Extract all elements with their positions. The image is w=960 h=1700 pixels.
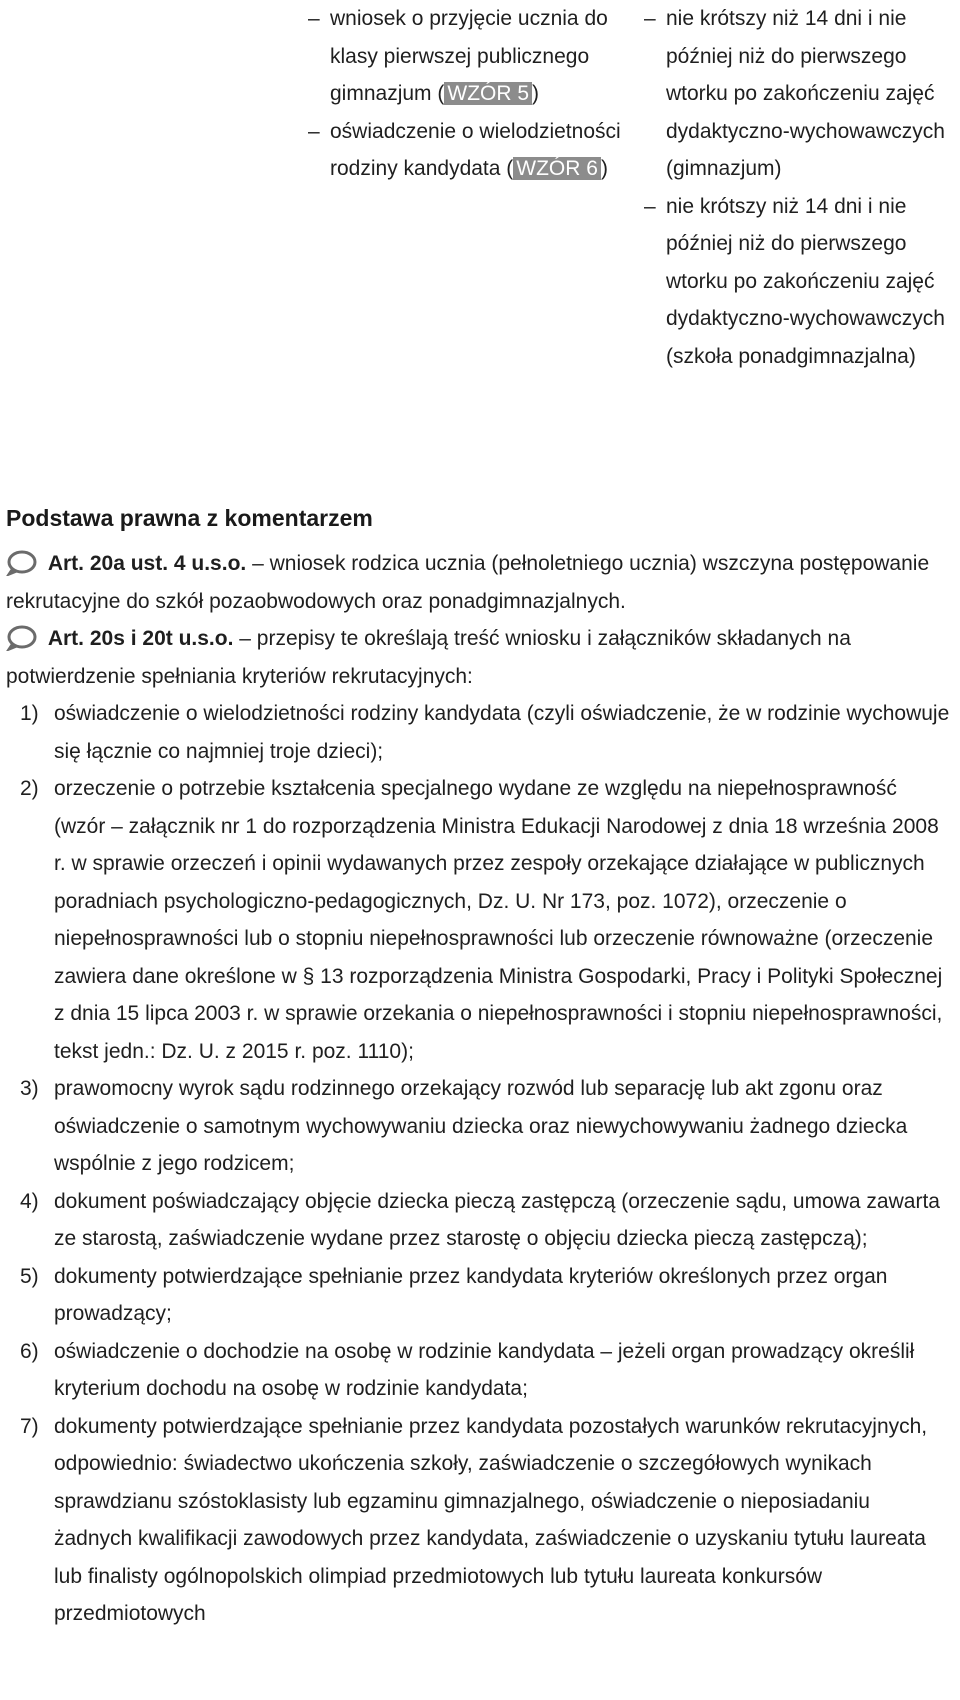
paragraph-text: – przepisy te określają treść wniosku i załączników składanych na potwierdzenie spełniania kryteriów rekrutacyjnych: xyxy=(6,627,851,688)
attachments-list xyxy=(6,695,954,1633)
legal-reference: Art. 20a ust. 4 u.s.o. xyxy=(47,552,247,575)
list-item xyxy=(6,695,954,770)
paragraph xyxy=(6,545,954,620)
list-item-text: oświadczenie o wielodzietności rodziny kandydata (czyli oświadczenie, że w rodzinie wychowuje się łącznie co najmniej troje dzieci); xyxy=(54,702,950,763)
magnifier-comment-icon xyxy=(6,625,42,651)
legal-reference: Art. 20s i 20t u.s.o. xyxy=(47,627,234,650)
dash: – xyxy=(308,7,320,30)
list-number: 4) xyxy=(20,1189,39,1213)
list-item xyxy=(6,1183,954,1258)
list-number: 5) xyxy=(20,1264,39,1288)
paragraph-text: – wniosek rodzica ucznia (pełnoletniego ucznia) wszczyna postępowanie rekrutacyjne do szkół pozaobwodowych oraz ponadgimnazjalnych. xyxy=(6,552,930,613)
table-cell-document xyxy=(308,0,630,113)
list-item xyxy=(6,1408,954,1633)
cell-text: nie krótszy niż 14 dni i nie później niż do pierwszego wtorku po zakończeniu zajęć dydaktyczno-wychowawczych (szkoła ponadgimnazjalna) xyxy=(666,194,945,368)
list-item xyxy=(6,1333,954,1408)
list-number: 7) xyxy=(20,1414,39,1438)
legal-basis-body xyxy=(6,545,954,1633)
list-item-text: dokumenty potwierdzające spełnianie przez kandydata kryteriów określonych przez organ prowadzący; xyxy=(54,1264,888,1325)
dash: – xyxy=(308,119,320,143)
list-number: 6) xyxy=(20,1339,39,1363)
paragraph xyxy=(6,620,954,695)
list-item xyxy=(6,1070,954,1183)
cell-text: wniosek o przyjęcie ucznia do klasy pierwszej publicznego gimnazjum ( xyxy=(330,7,608,105)
table-cell-deadline xyxy=(644,188,956,376)
list-item-text: prawomocny wyrok sądu rodzinnego orzekający rozwód lub separację lub akt zgonu oraz oświadczenie o samotnym wychowywaniu dziecka oraz niewychowywaniu żadnego dziecka wspólnie z jego rodzicem; xyxy=(54,1077,908,1175)
wzor-6-link[interactable]: WZÓR 6 xyxy=(513,157,601,180)
cell-text-end: ) xyxy=(600,157,608,180)
list-item xyxy=(6,1258,954,1333)
magnifier-comment-icon xyxy=(6,550,42,576)
table-cell-document xyxy=(308,113,630,188)
list-item-text: dokument poświadczający objęcie dziecka pieczą zastępczą (orzeczenie sądu, umowa zawarta ze starostą, zaświadczenie wydane przez starostę o objęciu dziecka pieczą zastępczą); xyxy=(54,1189,940,1250)
list-item-text: orzeczenie o potrzebie kształcenia specjalnego wydane ze względu na niepełnosprawność (wzór – załącznik nr 1 do rozporządzenia Ministra Edukacji Narodowej z dnia 18 września 2008 r. w sprawie orzeczeń i opinii wydawanych przez zespoły orzekające działające w publicznych poradniach psychologiczno-pedagogicznych, Dz. U. Nr 173, poz. 1072), orzeczenie o niepełnosprawności lub o stopniu niepełnosprawności lub orzeczenie równoważne (orzeczenie zawiera dane określone w § 13 rozporządzenia Ministra Gospodarki, Pracy i Polityki Społecznej z dnia 15 lipca 2003 r. w sprawie orzekania o niepełnosprawności i stopniu niepełnosprawności, tekst jedn.: Dz. U. z 2015 r. poz. 1110); xyxy=(54,777,943,1063)
wzor-5-link[interactable]: WZÓR 5 xyxy=(444,82,532,105)
dash: – xyxy=(644,7,656,30)
list-item xyxy=(6,770,954,1070)
list-item-text: dokumenty potwierdzające spełnianie przez kandydata pozostałych warunków rekrutacyjnych, odpowiednio: świadectwo ukończenia szkoły, zaświadczenie o szczegółowych wynikach sprawdzianu szóstoklasisty lub egzaminu gimnazjalnego, oświadczenie o nieposiadaniu żadnych kwalifikacji zawodowych przez kandydata, zaświadczenie o uzyskaniu tytułu laureata lub finalisty ogólnopolskich olimpiad przedmiotowych lub tytułu laureata konkursów przedmiotowych xyxy=(54,1414,928,1625)
cell-text: oświadczenie o wielodzietności rodziny kandydata ( xyxy=(330,119,621,180)
list-number: 2) xyxy=(20,777,39,800)
cell-text: nie krótszy niż 14 dni i nie później niż do pierwszego wtorku po zakończeniu zajęć dydaktyczno-wychowawczych (gimnazjum) xyxy=(666,7,945,180)
table-column-documents xyxy=(308,0,630,188)
table-column-deadlines xyxy=(644,0,956,375)
section-heading: Podstawa prawna z komentarzem xyxy=(6,505,373,531)
table-cell-deadline xyxy=(644,0,956,188)
list-number: 1) xyxy=(20,702,39,725)
list-number: 3) xyxy=(20,1077,39,1100)
list-item-text: oświadczenie o dochodzie na osobę w rodzinie kandydata – jeżeli organ prowadzący określił kryterium dochodu na osobę w rodzinie kandydata; xyxy=(54,1339,915,1400)
dash: – xyxy=(644,194,656,218)
cell-text-end: ) xyxy=(532,82,540,105)
